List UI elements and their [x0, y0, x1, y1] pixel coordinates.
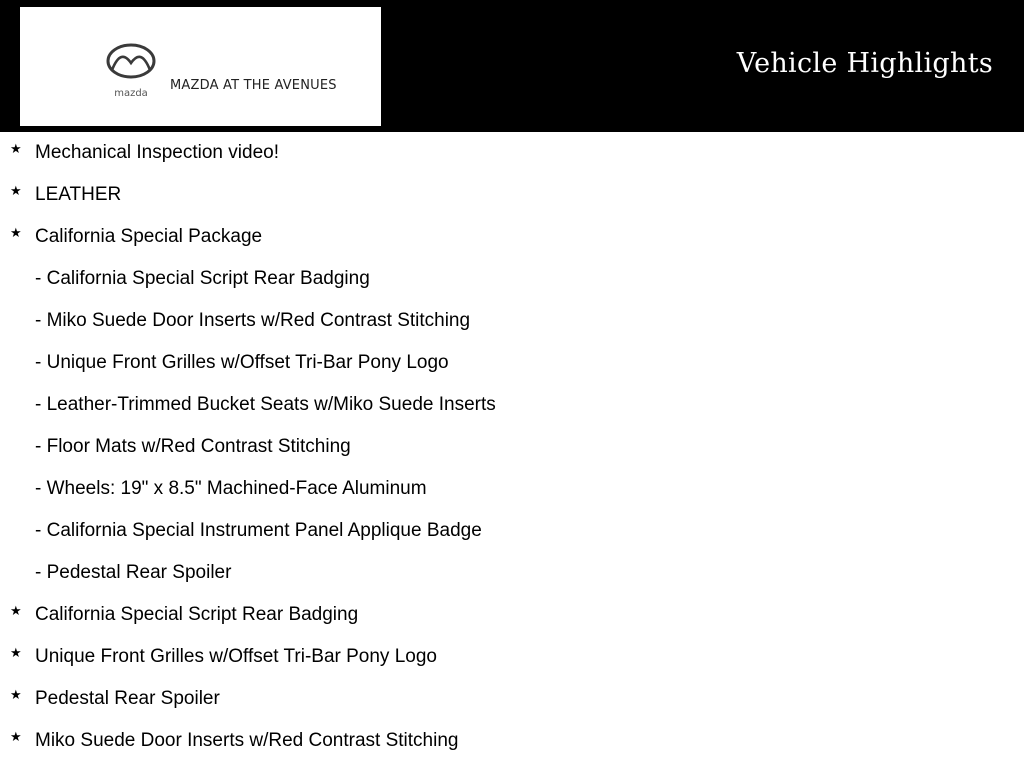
list-item: [0, 174, 1024, 216]
highlight-text: Pedestal Rear Spoiler: [35, 688, 220, 709]
dealer-logo[interactable]: [20, 7, 381, 126]
dealer-name: MAZDA AT THE AVENUES: [170, 78, 337, 93]
star-bullet-icon: ★: [10, 603, 22, 618]
highlight-text: Miko Suede Door Inserts w/Red Contrast Stitching: [35, 730, 459, 751]
star-bullet-icon: ★: [10, 645, 22, 660]
highlight-text: Mechanical Inspection video!: [35, 142, 279, 163]
star-bullet-icon: ★: [10, 183, 22, 198]
list-item: [0, 426, 1024, 468]
header-banner: [0, 0, 1024, 132]
highlight-text: - Unique Front Grilles w/Offset Tri-Bar Pony Logo: [35, 352, 449, 373]
list-item: [0, 678, 1024, 720]
highlight-text: - Wheels: 19" x 8.5" Machined-Face Aluminum: [35, 478, 427, 499]
list-item: [0, 342, 1024, 384]
highlight-text: - Miko Suede Door Inserts w/Red Contrast Stitching: [35, 310, 471, 331]
list-item: [0, 720, 1024, 762]
highlight-text: Unique Front Grilles w/Offset Tri-Bar Pony Logo: [35, 646, 437, 667]
highlight-text: - California Special Instrument Panel Applique Badge: [35, 520, 482, 541]
star-bullet-icon: ★: [10, 141, 22, 156]
list-item: [0, 258, 1024, 300]
star-bullet-icon: ★: [10, 729, 22, 744]
list-item: [0, 468, 1024, 510]
highlight-text: - Leather-Trimmed Bucket Seats w/Miko Suede Inserts: [35, 394, 496, 415]
highlight-text: - California Special Script Rear Badging: [35, 268, 370, 289]
star-bullet-icon: ★: [10, 225, 22, 240]
highlight-text: - Floor Mats w/Red Contrast Stitching: [35, 436, 351, 457]
list-item: [0, 594, 1024, 636]
list-item: [0, 300, 1024, 342]
list-item: [0, 636, 1024, 678]
list-item: [0, 510, 1024, 552]
highlight-text: California Special Package: [35, 226, 263, 247]
highlight-text: - Pedestal Rear Spoiler: [35, 562, 232, 583]
list-item: [0, 384, 1024, 426]
list-item: [0, 216, 1024, 258]
list-item: [0, 132, 1024, 174]
list-item: [0, 552, 1024, 594]
page-title: Vehicle Highlights: [736, 48, 993, 79]
highlights-list: [0, 132, 1024, 762]
highlight-text: California Special Script Rear Badging: [35, 604, 359, 625]
mazda-wordmark: mazda: [114, 88, 148, 99]
star-bullet-icon: ★: [10, 687, 22, 702]
mazda-emblem-icon: [104, 43, 158, 103]
highlight-text: LEATHER: [35, 184, 122, 205]
